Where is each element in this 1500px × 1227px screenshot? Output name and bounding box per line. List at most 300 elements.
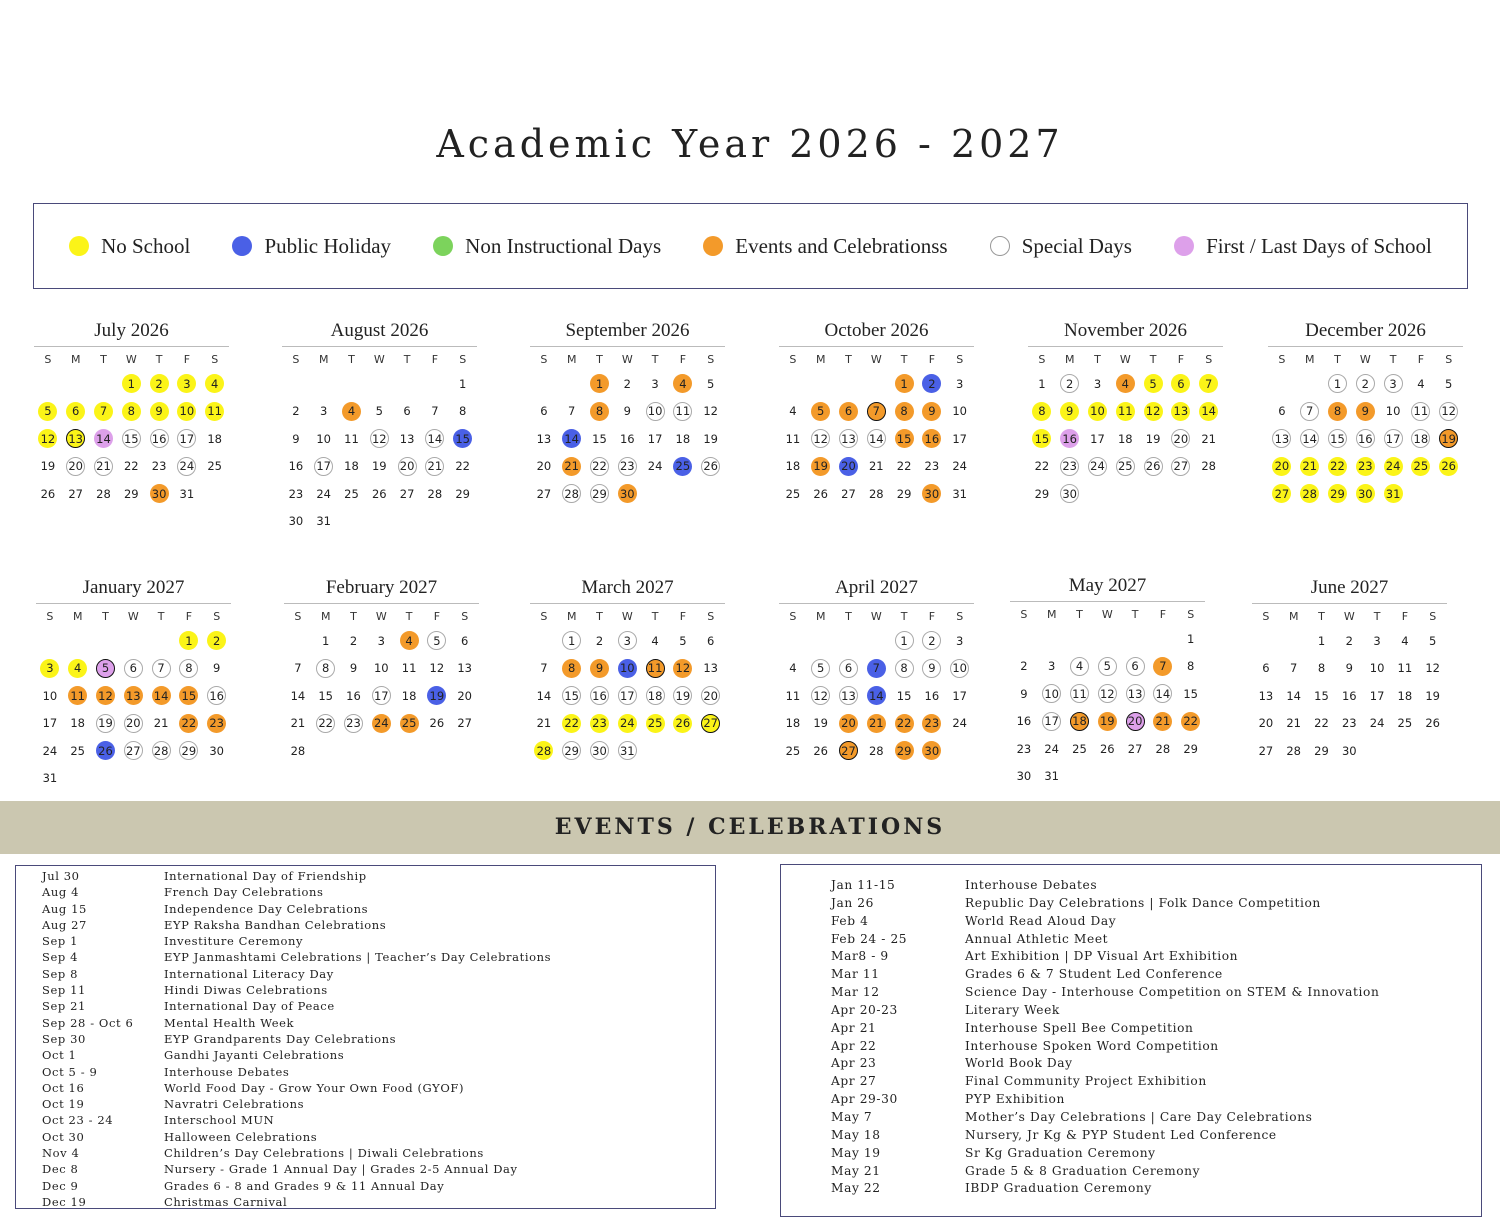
legend-item	[990, 234, 1132, 259]
day-number: 27	[1171, 457, 1190, 476]
day-cell	[1419, 655, 1447, 683]
event-date: May 21	[831, 1163, 881, 1178]
day-cell	[173, 398, 201, 426]
weekday-label: T	[1131, 608, 1139, 621]
day-number: 21	[290, 716, 306, 731]
event-name: IBDP Graduation Ceremony	[965, 1181, 1152, 1196]
day-number: 26	[1099, 741, 1115, 756]
day-number: 19	[673, 686, 692, 705]
day-cell	[393, 425, 421, 453]
day-number: 6	[1171, 374, 1190, 393]
day-cell	[421, 425, 449, 453]
day-cell	[1028, 425, 1056, 453]
day-number: 1	[895, 374, 914, 393]
weekday-label: F	[1159, 608, 1167, 621]
day-number: 8	[122, 402, 141, 421]
day-cell	[145, 480, 173, 508]
day-number: 22	[455, 459, 470, 474]
day-number: 7	[152, 659, 171, 678]
event-date: Oct 30	[42, 1129, 85, 1144]
event-date: Dec 19	[42, 1194, 87, 1209]
event-date: Sep 8	[42, 966, 79, 981]
day-cell	[90, 425, 118, 453]
event-row	[42, 998, 715, 1014]
weekday-label: W	[127, 610, 139, 623]
day-cell	[1149, 735, 1177, 763]
month-days	[36, 627, 231, 792]
event-date: Sep 11	[42, 983, 86, 998]
month-days	[282, 370, 477, 535]
weekday-label: F	[1177, 353, 1185, 366]
day-number: 1	[1187, 631, 1195, 646]
day-cell	[203, 627, 231, 655]
day-number: 22	[179, 714, 198, 733]
day-number: 25	[1072, 741, 1087, 756]
legend	[33, 203, 1468, 289]
month-name: February 2027	[284, 577, 479, 604]
day-number: 27	[457, 716, 472, 731]
day-number: 6	[1126, 657, 1145, 676]
empty-cell	[779, 627, 807, 655]
day-cell	[117, 370, 145, 398]
day-cell	[586, 453, 614, 481]
legend-item	[1174, 234, 1432, 259]
day-number: 1	[1317, 633, 1326, 648]
day-cell	[918, 710, 946, 738]
day-number: 5	[427, 631, 446, 650]
day-cell	[64, 710, 92, 738]
day-number: 20	[839, 714, 858, 733]
day-number: 12	[38, 429, 57, 448]
day-cell	[862, 453, 890, 481]
day-number: 25	[207, 459, 222, 474]
day-cell	[365, 398, 393, 426]
day-cell	[1324, 453, 1352, 481]
legend-item	[232, 234, 391, 259]
day-number: 8	[895, 402, 914, 421]
event-row	[831, 948, 1481, 966]
day-cell	[1296, 425, 1324, 453]
event-name: Children’s Day Celebrations | Diwali Celebrations	[164, 1146, 484, 1161]
day-cell	[1419, 627, 1447, 655]
day-number: 21	[867, 714, 886, 733]
day-number: 11	[205, 402, 224, 421]
day-cell	[1139, 453, 1167, 481]
day-cell	[1435, 453, 1463, 481]
event-row	[42, 1015, 715, 1031]
day-number: 19	[427, 686, 446, 705]
event-row	[831, 984, 1481, 1002]
day-number: 29	[455, 486, 470, 501]
weekday-label: S	[294, 610, 302, 623]
day-number: 7	[867, 659, 886, 678]
event-name: Grades 6 & 7 Student Led Conference	[965, 967, 1223, 982]
day-cell	[393, 480, 421, 508]
day-number: 7	[1199, 374, 1218, 393]
day-cell	[310, 425, 338, 453]
day-cell	[1351, 370, 1379, 398]
month-days	[284, 627, 479, 765]
day-cell	[890, 710, 918, 738]
day-cell	[1167, 425, 1195, 453]
day-cell	[890, 398, 918, 426]
day-cell	[530, 453, 558, 481]
day-number: 13	[1272, 429, 1291, 448]
empty-cell	[393, 370, 421, 398]
weekday-label: F	[1417, 353, 1425, 366]
weekday-label: W	[1119, 353, 1131, 366]
day-cell	[807, 682, 835, 710]
day-number: 3	[651, 376, 659, 391]
day-number: 29	[896, 486, 912, 501]
day-number: 3	[1384, 374, 1403, 393]
day-number: 7	[1153, 657, 1172, 676]
day-cell	[669, 710, 697, 738]
event-date: Oct 1	[42, 1048, 77, 1063]
day-cell	[175, 682, 203, 710]
day-number: 17	[372, 686, 391, 705]
day-cell	[890, 737, 918, 765]
day-number: 23	[344, 714, 363, 733]
day-number: 29	[562, 741, 581, 760]
day-number: 1	[1038, 376, 1046, 391]
weekday-label: T	[845, 610, 852, 623]
day-number: 19	[1439, 429, 1458, 448]
weekday-header	[284, 607, 479, 627]
day-number: 31	[316, 514, 331, 529]
weekday-header	[779, 607, 974, 627]
day-number: 4	[400, 631, 419, 650]
day-number: 8	[459, 404, 467, 419]
event-date: Apr 27	[831, 1074, 877, 1089]
day-cell	[90, 398, 118, 426]
day-cell	[586, 655, 614, 683]
day-cell	[835, 453, 863, 481]
day-number: 2	[349, 633, 358, 648]
day-number: 11	[1411, 402, 1430, 421]
day-number: 3	[956, 376, 964, 391]
day-cell	[946, 480, 974, 508]
event-name: Science Day - Interhouse Competition on STEM & Innovation	[965, 985, 1380, 1000]
day-number: 21	[868, 459, 884, 474]
weekday-label: T	[348, 353, 355, 366]
event-date: Apr 21	[831, 1020, 877, 1035]
day-cell	[1038, 708, 1066, 736]
empty-cell	[1121, 625, 1149, 653]
day-number: 22	[590, 457, 609, 476]
day-number: 17	[952, 688, 967, 703]
day-cell	[946, 425, 974, 453]
day-cell	[34, 480, 62, 508]
day-number: 27	[1127, 741, 1143, 756]
month-name: July 2026	[34, 320, 229, 347]
day-number: 28	[290, 743, 306, 758]
event-row	[831, 1038, 1481, 1056]
day-cell	[62, 398, 90, 426]
event-name: Interhouse Spoken Word Competition	[965, 1038, 1219, 1053]
day-number: 2	[150, 374, 169, 393]
day-cell	[779, 682, 807, 710]
day-cell	[641, 370, 669, 398]
weekday-label: F	[1401, 610, 1409, 623]
event-date: May 18	[831, 1127, 881, 1142]
day-cell	[835, 398, 863, 426]
day-cell	[367, 627, 395, 655]
day-cell	[1195, 398, 1223, 426]
event-name: Interhouse Debates	[965, 878, 1098, 892]
day-cell	[201, 425, 229, 453]
day-cell	[282, 398, 310, 426]
day-cell	[421, 480, 449, 508]
day-number: 14	[562, 429, 581, 448]
day-cell	[1066, 680, 1094, 708]
weekday-label: W	[375, 610, 387, 623]
day-number: 9	[623, 404, 631, 419]
weekday-label: F	[431, 353, 439, 366]
day-number: 8	[179, 659, 198, 678]
day-number: 31	[1044, 769, 1059, 784]
day-cell	[203, 682, 231, 710]
day-cell	[1167, 370, 1195, 398]
event-name: Mental Health Week	[164, 1015, 295, 1030]
weekday-label: M	[72, 610, 83, 623]
day-cell	[779, 425, 807, 453]
day-number: 7	[1300, 402, 1319, 421]
event-row	[42, 884, 715, 900]
day-number: 25	[673, 457, 692, 476]
day-number: 20	[1272, 457, 1291, 476]
day-number: 29	[895, 741, 914, 760]
event-row	[831, 895, 1481, 913]
day-cell	[1351, 398, 1379, 426]
day-number: 18	[70, 716, 85, 731]
day-cell	[1296, 398, 1324, 426]
day-cell	[145, 453, 173, 481]
day-cell	[449, 480, 477, 508]
event-name: Halloween Celebrations	[164, 1129, 318, 1144]
weekday-label: F	[928, 353, 936, 366]
event-row	[42, 1194, 715, 1210]
day-number: 24	[42, 743, 58, 758]
day-number: 22	[562, 714, 581, 733]
day-number: 30	[922, 741, 941, 760]
empty-cell	[530, 627, 558, 655]
day-number: 5	[1144, 374, 1163, 393]
day-number: 8	[1032, 402, 1051, 421]
day-cell	[284, 682, 312, 710]
day-number: 24	[1369, 716, 1385, 731]
event-name: International Literacy Day	[164, 966, 334, 981]
day-number: 24	[177, 457, 196, 476]
day-number: 5	[811, 659, 830, 678]
day-number: 6	[124, 659, 143, 678]
day-cell	[173, 453, 201, 481]
day-cell	[340, 682, 368, 710]
day-cell	[395, 627, 423, 655]
day-number: 13	[66, 429, 85, 448]
day-cell	[613, 737, 641, 765]
day-number: 18	[1411, 429, 1430, 448]
day-cell	[835, 737, 863, 765]
event-date: Jan 26	[831, 895, 874, 910]
day-number: 17	[42, 716, 58, 731]
day-number: 5	[707, 376, 715, 391]
event-name: Navratri Celebrations	[164, 1097, 305, 1112]
day-cell	[530, 710, 558, 738]
day-number: 16	[922, 429, 941, 448]
day-number: 22	[896, 459, 912, 474]
weekday-label: T	[900, 610, 908, 623]
day-number: 16	[207, 686, 226, 705]
day-number: 13	[1258, 688, 1274, 703]
day-cell	[312, 710, 340, 738]
day-cell	[393, 453, 421, 481]
event-date: Apr 29-30	[831, 1092, 898, 1107]
day-cell	[1435, 425, 1463, 453]
day-cell	[1308, 655, 1336, 683]
month-days	[1010, 625, 1205, 790]
day-cell	[1252, 710, 1280, 738]
day-cell	[365, 453, 393, 481]
weekday-label: S	[1038, 353, 1046, 366]
day-number: 26	[1439, 457, 1458, 476]
day-number: 29	[1034, 486, 1050, 501]
day-cell	[312, 682, 340, 710]
day-cell	[1435, 398, 1463, 426]
page-title: Academic Year 2026 - 2027	[436, 122, 1064, 166]
day-number: 20	[839, 457, 858, 476]
day-number: 20	[1258, 716, 1274, 731]
day-number: 28	[868, 743, 884, 758]
event-row	[831, 1091, 1481, 1109]
day-number: 26	[96, 741, 115, 760]
day-cell	[613, 480, 641, 508]
day-cell	[34, 398, 62, 426]
event-date: Aug 15	[42, 901, 87, 916]
day-cell	[946, 627, 974, 655]
day-number: 23	[1060, 457, 1079, 476]
day-number: 17	[647, 431, 663, 446]
day-cell	[1268, 453, 1296, 481]
day-number: 22	[1181, 712, 1200, 731]
day-number: 25	[1116, 457, 1135, 476]
day-cell	[641, 710, 669, 738]
event-row	[831, 913, 1481, 931]
month-name: June 2027	[1252, 577, 1447, 604]
day-number: 30	[590, 741, 609, 760]
day-cell	[1335, 682, 1363, 710]
day-number: 29	[179, 741, 198, 760]
day-number: 3	[1048, 659, 1056, 674]
month-name: April 2027	[779, 577, 974, 604]
day-cell	[1252, 655, 1280, 683]
day-number: 23	[922, 714, 941, 733]
day-number: 3	[1093, 376, 1102, 391]
day-cell	[1056, 453, 1084, 481]
day-cell	[1139, 425, 1167, 453]
day-cell	[175, 655, 203, 683]
event-date: Feb 4	[831, 913, 869, 928]
weekday-label: T	[100, 353, 107, 366]
day-cell	[641, 453, 669, 481]
day-cell	[367, 710, 395, 738]
day-number: 31	[952, 486, 967, 501]
weekday-label: T	[1373, 610, 1381, 623]
event-row	[42, 868, 715, 884]
event-date: Mar 11	[831, 967, 880, 982]
day-cell	[451, 627, 479, 655]
day-number: 15	[895, 429, 914, 448]
day-cell	[918, 627, 946, 655]
empty-cell	[1296, 370, 1324, 398]
day-cell	[1280, 710, 1308, 738]
day-cell	[92, 710, 120, 738]
day-number: 18	[785, 459, 801, 474]
day-number: 9	[1345, 661, 1353, 676]
day-number: 30	[1016, 769, 1032, 784]
day-cell	[423, 627, 451, 655]
day-cell	[147, 682, 175, 710]
day-number: 13	[536, 431, 552, 446]
day-cell	[1056, 370, 1084, 398]
day-number: 6	[839, 402, 858, 421]
day-cell	[310, 508, 338, 536]
day-number: 9	[590, 659, 609, 678]
day-cell	[1391, 627, 1419, 655]
weekday-label: T	[651, 610, 659, 623]
day-cell	[807, 737, 835, 765]
day-cell	[1407, 370, 1435, 398]
day-cell	[340, 627, 368, 655]
day-number: 15	[562, 686, 581, 705]
weekday-label: W	[621, 610, 633, 623]
legend-label: Special Days	[1021, 233, 1132, 258]
day-cell	[918, 480, 946, 508]
day-number: 4	[205, 374, 224, 393]
day-cell	[201, 398, 229, 426]
day-number: 1	[1328, 374, 1347, 393]
day-cell	[173, 370, 201, 398]
day-cell	[1280, 737, 1308, 765]
day-cell	[1363, 682, 1391, 710]
day-cell	[558, 655, 586, 683]
day-number: 3	[320, 404, 328, 419]
day-number: 25	[646, 714, 665, 733]
day-number: 3	[377, 633, 385, 648]
day-number: 26	[429, 716, 445, 731]
day-number: 5	[38, 402, 57, 421]
day-number: 30	[209, 743, 224, 758]
event-date: Apr 20-23	[831, 1002, 898, 1017]
weekday-label: S	[1020, 608, 1028, 621]
legend-dot-icon	[703, 236, 723, 256]
day-cell	[284, 737, 312, 765]
event-name: Gandhi Jayanti Celebrations	[164, 1048, 345, 1063]
month-calendar	[530, 577, 725, 765]
day-cell	[340, 655, 368, 683]
day-cell	[1084, 398, 1112, 426]
day-cell	[1121, 708, 1149, 736]
day-number: 23	[207, 714, 226, 733]
day-cell	[1149, 653, 1177, 681]
event-date: Jan 11-15	[831, 878, 896, 892]
day-cell	[1177, 653, 1205, 681]
month-days	[34, 370, 229, 508]
day-cell	[530, 682, 558, 710]
day-number: 20	[398, 457, 417, 476]
day-cell	[946, 398, 974, 426]
empty-cell	[90, 370, 118, 398]
